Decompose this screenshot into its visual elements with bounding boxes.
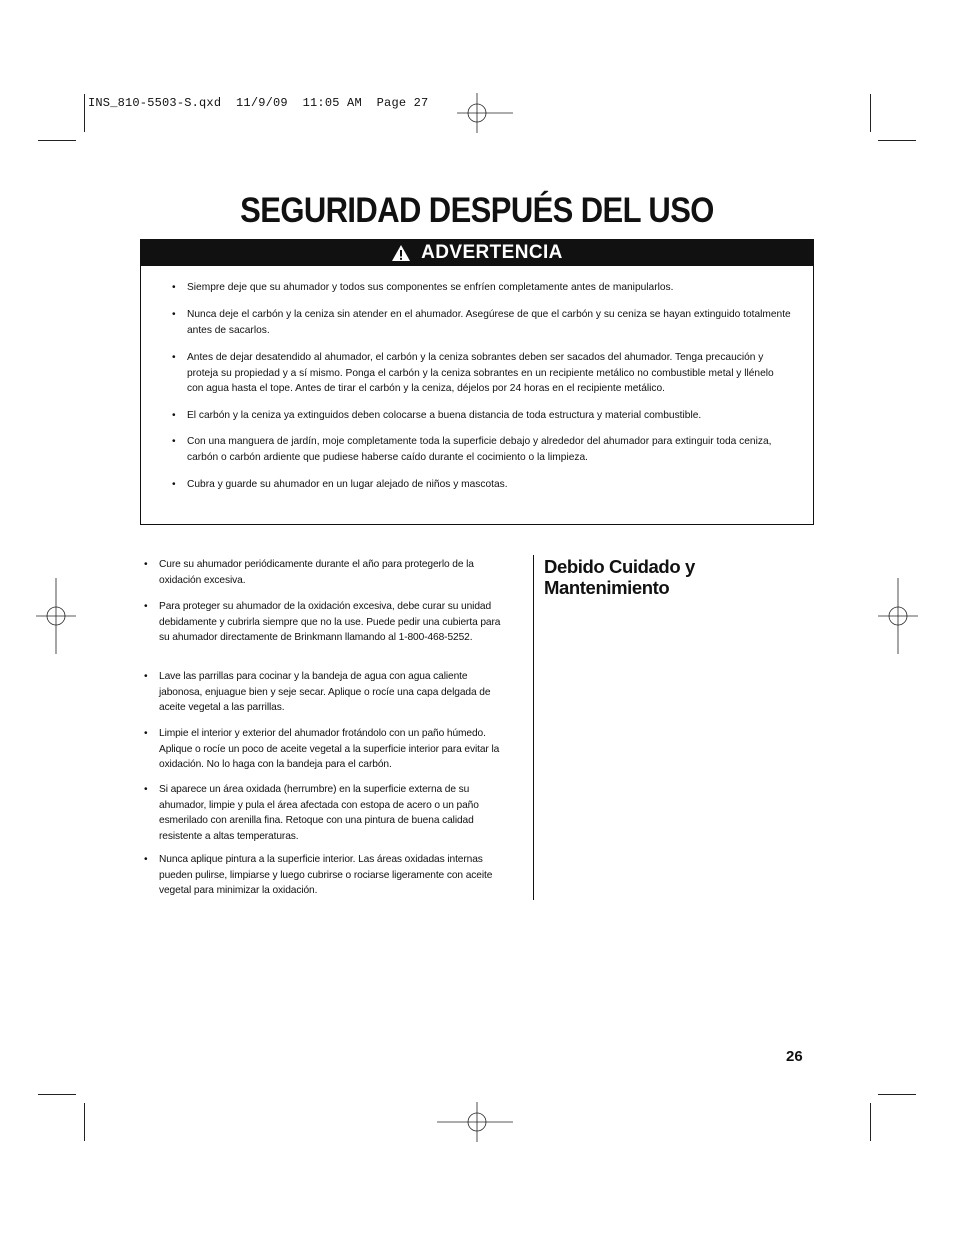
registration-mark-icon — [36, 578, 76, 654]
list-item: • Antes de dejar desatendido al ahumador, el carbón y la ceniza sobrantes deben ser sacados del ahumador. Tenga precaución y proteja su propiedad y a sí mismo. Ponga el carbón y la ceniza sobrantes en un recipiente metálico no combustible metal y llénelo con agua hasta el tope. Antes de tirar el carbón y la ceniza, déjelos por 24 horas en el recipiente metálico. — [172, 352, 774, 394]
registration-mark-icon — [457, 93, 513, 133]
list-item: • Nunca deje el carbón y la ceniza sin atender en el ahumador. Asegúrese de que el carbón y su ceniza se hayan extinguido totalmente antes de sacarlos. — [172, 309, 791, 336]
warning-header — [141, 240, 813, 266]
list-item: • Cubra y guarde su ahumador en un lugar alejado de niños y mascotas. — [172, 479, 508, 490]
crop-mark — [84, 94, 85, 132]
column-divider — [533, 555, 534, 900]
list-item: • Lave las parrillas para cocinar y la bandeja de agua con agua caliente jabonosa, enjuague bien y seje secar. Aplique o rocíe una capa delgada de aceite vegetal a las parrillas. — [144, 671, 491, 713]
list-item: • Si aparece un área oxidada (herrumbre) en la superficie externa de su ahumador, limpie y pula el área afectada con estopa de acero o un paño esmerilado con arenilla fina. Retoque con una pintura de buena calidad resistente a altas temperaturas. — [144, 784, 479, 842]
care-item-text: Lave las parrillas para cocinar y la bandeja de agua con agua caliente jabonosa, enjuague bien y seje secar. Aplique o rocíe una capa delgada de aceite vegetal a las parrillas. — [159, 671, 491, 713]
warning-item-text: El carbón y la ceniza ya extinguidos deben colocarse a buena distancia de toda estructura y material combustible. — [187, 410, 702, 421]
crop-mark — [870, 94, 871, 132]
section-heading-line: Debido Cuidado y — [544, 556, 695, 577]
page-number: 26 — [786, 1048, 803, 1065]
list-item: • El carbón y la ceniza ya extinguidos deben colocarse a buena distancia de toda estructura y material combustible. — [172, 410, 702, 421]
page-title: SEGURIDAD DESPUÉS DEL USO — [240, 190, 714, 231]
crop-mark — [38, 140, 76, 141]
care-item-text: Si aparece un área oxidada (herrumbre) en la superficie externa de su ahumador, limpie y pula el área afectada con estopa de acero o un paño esmerilado con arenilla fina. Retoque con una pintura de buena calidad resistente a altas temperaturas. — [159, 784, 479, 842]
list-item: • Limpie el interior y exterior del ahumador frotándolo con un paño húmedo. Aplique o rocíe un poco de aceite vegetal a la superficie interior para evitar la oxidación. No lo haga con la bandeja para el carbón. — [144, 728, 500, 770]
warning-item-text: Antes de dejar desatendido al ahumador, el carbón y la ceniza sobrantes deben ser sacados del ahumador. Tenga precaución y proteja su propiedad y a sí mismo. Ponga el carbón y la ceniza sobrantes en un recipiente metálico no combustible metal y llénelo con agua hasta el tope. Antes de tirar el carbón y la ceniza, déjelos por 24 horas en el recipiente metálico. — [187, 352, 774, 394]
list-item: • Nunca aplique pintura a la superficie interior. Las áreas oxidadas internas pueden pulirse, limpiarse y luego cubrirse o rociarse ligeramente con aceite vegetal para minimizar la oxidación. — [144, 854, 493, 896]
print-slug: INS_810-5503-S.qxd 11/9/09 11:05 AM Page 27 — [88, 96, 429, 110]
warning-box — [140, 239, 814, 525]
care-item-text: Cure su ahumador periódicamente durante el año para protegerlo de la oxidación excesiva. — [159, 559, 474, 586]
warning-item-text: Con una manguera de jardín, moje completamente toda la superficie debajo y alrededor del ahumador para extinguir toda ceniza, carbón o carbón ardiente que pudiese haberse caído durante el cocimiento o la limpieza. — [187, 436, 772, 463]
list-item: • Con una manguera de jardín, moje completamente toda la superficie debajo y alrededor del ahumador para extinguir toda ceniza, carbón o carbón ardiente que pudiese haberse caído durante el cocimiento o la limpieza. — [172, 436, 772, 463]
warning-triangle-icon — [391, 244, 411, 262]
registration-mark-icon — [878, 578, 918, 654]
registration-mark-icon — [437, 1102, 513, 1142]
warning-label: ADVERTENCIA — [421, 242, 563, 263]
care-item-text: Para proteger su ahumador de la oxidación excesiva, debe curar su unidad debidamente y cubrirla siempre que no la use. Puede pedir una cubierta para su ahumador directamente de Brinkmann llamando al 1-800-468-5252. — [159, 601, 501, 643]
list-item: • Para proteger su ahumador de la oxidación excesiva, debe curar su unidad debidamente y cubrirla siempre que no la use. Puede pedir una cubierta para su ahumador directamente de Brinkmann llamando al 1-800-468-5252. — [144, 601, 501, 643]
section-heading-line: Mantenimiento — [544, 577, 670, 598]
list-item: • Siempre deje que su ahumador y todos sus componentes se enfríen completamente antes de manipularlos. — [172, 282, 674, 293]
list-item: • Cure su ahumador periódicamente durante el año para protegerlo de la oxidación excesiva. — [144, 559, 474, 586]
crop-mark — [38, 1094, 76, 1095]
care-item-text: Nunca aplique pintura a la superficie interior. Las áreas oxidadas internas pueden pulirse, limpiarse y luego cubrirse o rociarse ligeramente con aceite vegetal para minimizar la oxidación. — [159, 854, 493, 896]
care-item-text: Limpie el interior y exterior del ahumador frotándolo con un paño húmedo. Aplique o rocíe un poco de aceite vegetal a la superficie interior para evitar la oxidación. No lo haga con la bandeja para el carbón. — [159, 728, 500, 770]
crop-mark — [84, 1103, 85, 1141]
crop-mark — [878, 140, 916, 141]
crop-mark — [878, 1094, 916, 1095]
crop-mark — [870, 1103, 871, 1141]
warning-item-text: Siempre deje que su ahumador y todos sus componentes se enfríen completamente antes de manipularlos. — [187, 282, 674, 293]
section-heading — [544, 556, 784, 598]
warning-item-text: Nunca deje el carbón y la ceniza sin atender en el ahumador. Asegúrese de que el carbón y su ceniza se hayan extinguido totalmente antes de sacarlos. — [187, 309, 791, 336]
warning-item-text: Cubra y guarde su ahumador en un lugar alejado de niños y mascotas. — [187, 479, 508, 490]
